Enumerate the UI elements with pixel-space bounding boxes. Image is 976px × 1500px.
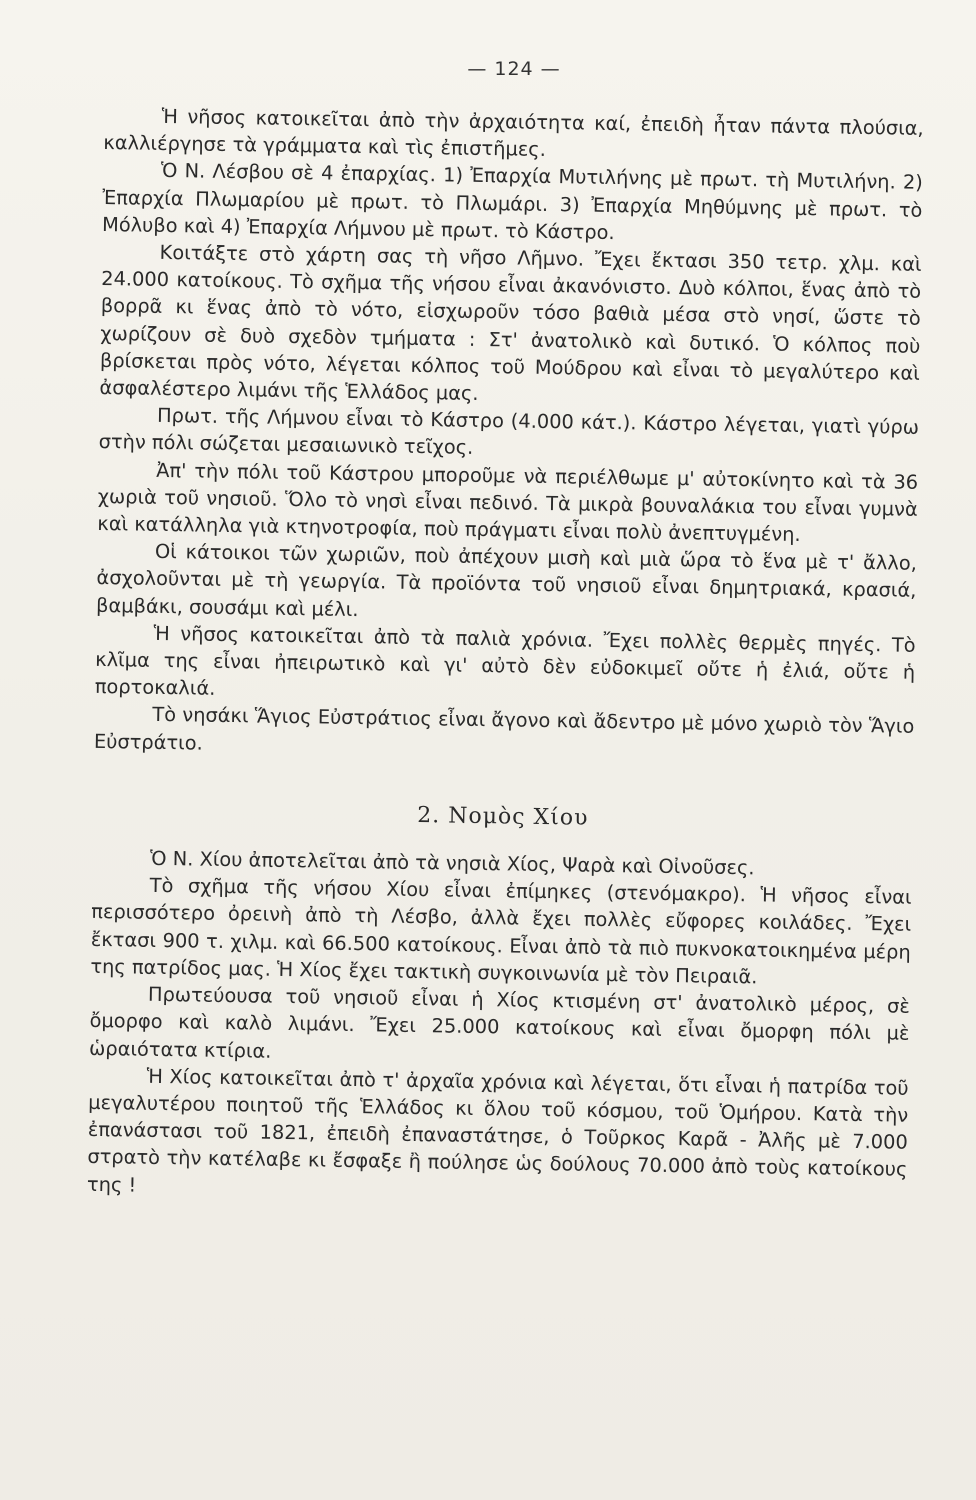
page-number: — 124 — (467, 58, 561, 80)
paragraph: Τὸ σχῆμα τῆς νήσου Χίου εἶναι ἐπίμηκες (στενόμακρο). Ἡ νῆσος εἶναι περισσότερο ὀρεινὴ ἀπὸ τὴ Λέσβο, ἀλλὰ ἔχει πολλὲς εὔφορες κοιλάδες. Ἔχει ἔκτασι 900 τ. χιλμ. καὶ 66.500 κατοίκους. Εἶναι ἀπὸ τὰ πιὸ πυκνοκατοικημένα μέρη της πατρίδος μας. Ἡ Χίος ἔχει τακτικὴ συγκοινωνία μὲ τὸν Πειραιᾶ. (90, 874, 912, 989)
paragraph: Τὸ νησάκι Ἅγιος Εὐστράτιος εἶναι ἄγονο καὶ ἄδεντρο μὲ μόνο χωριὸ τὸν Ἅγιο Εὐστράτιο. (93, 703, 915, 755)
section-heading: 2. Νομὸς Χίου (417, 802, 589, 831)
paragraph: Ἡ Χίος κατοικεῖται ἀπὸ τ' ἀρχαῖα χρόνια καὶ λέγεται, ὅτι εἶναι ἡ πατρίδα τοῦ μεγαλυτέρου ποιητοῦ τῆς Ἑλλάδος κι ὅλου τοῦ κόσμου, τοῦ Ὁμήρου. Κατὰ τὴν ἐπανάστασι τοῦ 1821, ἐπειδὴ ἐπαναστάτησε, ὁ Τοῦρκος Καρᾶ - Ἀλῆς μὲ 7.000 στρατὸ τὴν κατέλαβε κι ἔσφαξε ἢ πούλησε ὡς δούλους 70.000 ἀπὸ τοὺς κατοίκους της ! (86, 1064, 909, 1197)
paragraph: Ἡ νῆσος κατοικεῖται ἀπὸ τὴν ἀρχαιότητα καί, ἐπειδὴ ἦταν πάντα πλούσια, καλλιέργησε τὰ γράμματα καὶ τὶς ἐπιστῆμες. (103, 104, 924, 162)
paragraph: Ὁ Ν. Χίου ἀποτελεῖται ἀπὸ τὰ νησιὰ Χίος, Ψαρὰ καὶ Οἰνοῦσες. (149, 846, 755, 880)
paragraph: Ἡ νῆσος κατοικεῖται ἀπὸ τὰ παλιὰ χρόνια. Ἔχει πολλὲς θερμὲς πηγές. Τὸ κλῖμα της εἶναι ἠπειρωτικὸ καὶ γι' αὐτὸ δὲν εὐδοκιμεῖ οὔτε ἡ ἐλιά, οὔτε ἡ πορτοκαλιά. (94, 621, 916, 701)
paragraph: Πρωτεύουσα τοῦ νησιοῦ εἶναι ἡ Χίος κτισμένη στ' ἀνατολικὸ μέρος, σὲ ὄμορφο καὶ καλὸ λιμάνι. Ἔχει 25.000 κατοίκους καὶ εἶναι ὄμορφη πόλι μὲ ὡραιότατα κτίρια. (88, 982, 911, 1063)
paragraph: Κοιτάξτε στὸ χάρτη σας τὴ νῆσο Λῆμνο. Ἔχει ἔκτασι 350 τετρ. χλμ. καὶ 24.000 κατοίκους. Τὸ σχῆμα τῆς νήσου εἶναι ἀκανόνιστο. Δυὸ κόλποι, ἕνας ἀπὸ τὸ βορρᾶ κι ἕνας ἀπὸ τὸ νότο, εἰσχωροῦν τόσο βαθιὰ μέσα στὸ νησί, ὥστε τὸ χωρίζουν σὲ δυὸ σχεδὸν τμήματα : Στ' ἀνατολικὸ καὶ δυτικό. Ὁ κόλπος ποὺ βρίσκεται πρὸς νότο, λέγεται κόλπος τοῦ Μούδρου καὶ εἶναι τὸ μεγαλύτερο καὶ ἀσφαλέστερο λιμάνι τῆς Ἑλλάδος μας. (99, 240, 922, 405)
paragraph: Ὁ Ν. Λέσβου σὲ 4 ἐπαρχίας. 1) Ἐπαρχία Μυτιλήνης μὲ πρωτ. τὴ Μυτιλήνη. 2) Ἐπαρχία Πλωμαρίου μὲ πρωτ. τὸ Πλωμάρι. 3) Ἐπαρχία Μηθύμνης μὲ πρωτ. τὸ Μόλυβο καὶ 4) Ἐπαρχία Λήμνου μὲ πρωτ. τὸ Κάστρο. (101, 159, 924, 244)
page-content (87, 102, 924, 1210)
paragraph: Πρωτ. τῆς Λήμνου εἶναι τὸ Κάστρο (4.000 κάτ.). Κάστρο λέγεται, γιατὶ γύρω στὴν πόλι σώζεται μεσαιωνικὸ τεῖχος. (98, 404, 920, 460)
paragraph: Οἱ κάτοικοι τῶν χωριῶν, ποὺ ἀπέχουν μισὴ καὶ μιὰ ὥρα τὸ ἕνα μὲ τ' ἄλλο, ἀσχολοῦνται μὲ τὴ γεωργία. Τὰ προϊόντα τοῦ νησιοῦ εἶναι δημητριακά, κρασιά, βαμβάκι, σουσάμι καὶ μέλι. (95, 540, 918, 621)
paragraph: Ἀπ' τὴν πόλι τοῦ Κάστρου μποροῦμε νὰ περιέλθωμε μ' αὐτοκίνητο καὶ τὰ 36 χωριὰ τοῦ νησιοῦ. Ὅλο τὸ νησὶ εἶναι πεδινό. Τὰ μικρὰ βουναλάκια του εἶναι γυμνὰ καὶ κατάλληλα γιὰ κτηνοτροφία, ποὺ πράγματι εἶναι πολὺ ἀνεπτυγμένη. (97, 458, 919, 547)
